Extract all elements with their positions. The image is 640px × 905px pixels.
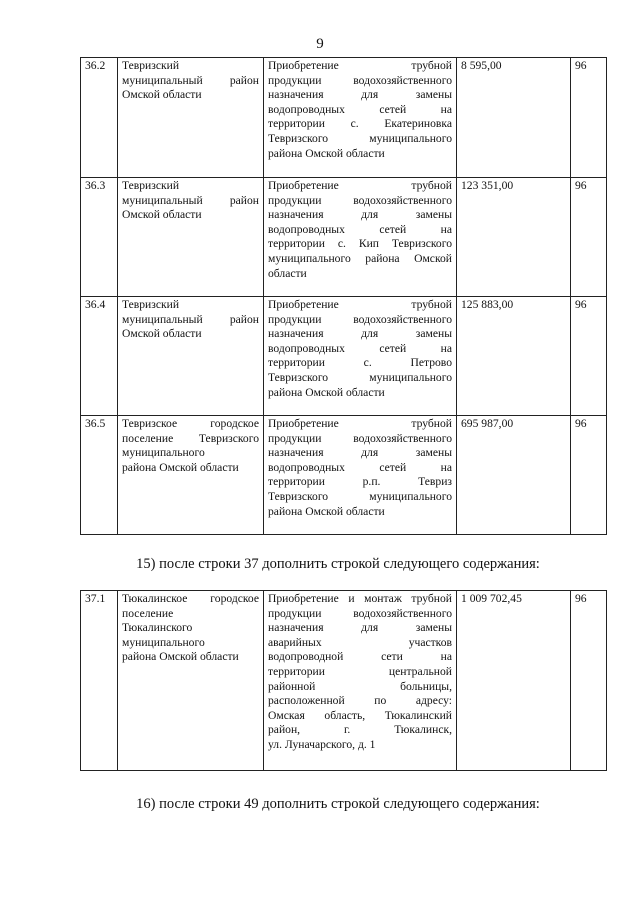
amount-cell: 695 987,00 xyxy=(457,416,571,535)
description-line: водопроводной сети на xyxy=(268,650,452,664)
description-line: территории с. Кип Тевризского xyxy=(268,237,452,251)
entity-line: Омской области xyxy=(122,88,202,102)
description-line: назначения для замены xyxy=(268,446,452,460)
entity-cell xyxy=(118,416,264,535)
entity-line: муниципальный район xyxy=(122,312,259,326)
page-number: 9 xyxy=(316,36,324,52)
row-number-cell: 36.3 xyxy=(81,178,118,297)
description-line: района Омской области xyxy=(268,504,385,518)
description-line: назначения для замены xyxy=(268,208,452,222)
description-cell xyxy=(264,58,457,178)
row-number-cell: 36.4 xyxy=(81,297,118,416)
entity-line: Тевризский xyxy=(122,298,180,311)
description-line: области xyxy=(268,266,307,280)
description-line: водопроводных сетей на xyxy=(268,222,452,236)
row-number-cell: 37.1 xyxy=(81,591,118,771)
percent-cell: 96 xyxy=(571,416,607,535)
entity-line: муниципальный район xyxy=(122,73,259,87)
description-line: аварийных участков xyxy=(268,635,452,649)
entity-line: Омской области xyxy=(122,327,202,341)
percent-cell: 96 xyxy=(571,178,607,297)
description-line: район, г. Тюкалинск, xyxy=(268,723,452,737)
description-line: территории с. Екатериновка xyxy=(268,117,452,131)
description-line: Приобретение трубной xyxy=(268,59,452,72)
description-cell xyxy=(264,591,457,771)
description-line: Тевризского муниципального xyxy=(268,370,452,384)
percent-cell: 96 xyxy=(571,591,607,771)
entity-cell xyxy=(118,297,264,416)
description-line: продукции водохозяйственного xyxy=(268,606,452,620)
description-cell xyxy=(264,178,457,297)
description-line: территории р.п. Тевриз xyxy=(268,475,452,489)
description-line: продукции водохозяйственного xyxy=(268,431,452,445)
description-cell xyxy=(264,416,457,535)
amount-cell: 8 595,00 xyxy=(457,58,571,178)
description-line: Приобретение трубной xyxy=(268,298,452,311)
description-line: Тевризского муниципального xyxy=(268,489,452,503)
entity-line: Тюкалинское городское xyxy=(122,592,259,605)
description-line: ул. Луначарского, д. 1 xyxy=(268,737,376,751)
row-number-cell: 36.2 xyxy=(81,58,118,178)
entity-line: района Омской области xyxy=(122,650,239,664)
row-number-cell: 36.5 xyxy=(81,416,118,535)
description-line: Тевризского муниципального xyxy=(268,131,452,145)
entity-cell xyxy=(118,591,264,771)
percent-cell: 96 xyxy=(571,297,607,416)
description-cell xyxy=(264,297,457,416)
entity-line: района Омской области xyxy=(122,460,239,474)
entity-line: поселение Тевризского xyxy=(122,431,259,445)
description-line: продукции водохозяйственного xyxy=(268,73,452,87)
description-line: назначения для замены xyxy=(268,88,452,102)
entity-line: Тевризский xyxy=(122,59,180,72)
percent-cell: 96 xyxy=(571,58,607,178)
table-row xyxy=(81,591,607,771)
description-line: Приобретение трубной xyxy=(268,179,452,192)
entity-line: муниципальный район xyxy=(122,193,259,207)
amendment-paragraph-16: 16) после строки 49 дополнить строкой следующего содержания: xyxy=(136,796,540,812)
description-line: района Омской области xyxy=(268,385,385,399)
description-line: водопроводных сетей на xyxy=(268,341,452,355)
entity-line: Тевризский xyxy=(122,179,180,192)
description-line: Приобретение и монтаж трубной xyxy=(268,592,452,605)
entity-line: муниципального xyxy=(122,635,205,649)
entity-cell xyxy=(118,58,264,178)
description-line: муниципального района Омской xyxy=(268,251,452,265)
description-line: Приобретение трубной xyxy=(268,417,452,430)
description-line: Омская область, Тюкалинский xyxy=(268,708,452,722)
amendment-table-1 xyxy=(80,57,607,535)
amendment-paragraph-15: 15) после строки 37 дополнить строкой следующего содержания: xyxy=(136,556,540,572)
amendment-table-2 xyxy=(80,590,607,771)
description-line: назначения для замены xyxy=(268,327,452,341)
table-row xyxy=(81,58,607,178)
table-row xyxy=(81,297,607,416)
description-line: водопроводных сетей на xyxy=(268,102,452,116)
description-line: расположенной по адресу: xyxy=(268,694,452,708)
entity-cell xyxy=(118,178,264,297)
description-line: продукции водохозяйственного xyxy=(268,193,452,207)
description-line: территории с. Петрово xyxy=(268,356,452,370)
entity-line: поселение xyxy=(122,606,174,620)
entity-line: муниципального xyxy=(122,446,205,460)
table-row xyxy=(81,416,607,535)
description-line: районной больницы, xyxy=(268,679,452,693)
amount-cell: 1 009 702,45 xyxy=(457,591,571,771)
entity-line: Тюкалинского xyxy=(122,621,193,635)
description-line: территории центральной xyxy=(268,664,452,678)
description-line: назначения для замены xyxy=(268,621,452,635)
table-row xyxy=(81,178,607,297)
amount-cell: 125 883,00 xyxy=(457,297,571,416)
amount-cell: 123 351,00 xyxy=(457,178,571,297)
description-line: района Омской области xyxy=(268,146,385,160)
entity-line: Омской области xyxy=(122,208,202,222)
entity-line: Тевризское городское xyxy=(122,417,259,430)
description-line: водопроводных сетей на xyxy=(268,460,452,474)
description-line: продукции водохозяйственного xyxy=(268,312,452,326)
